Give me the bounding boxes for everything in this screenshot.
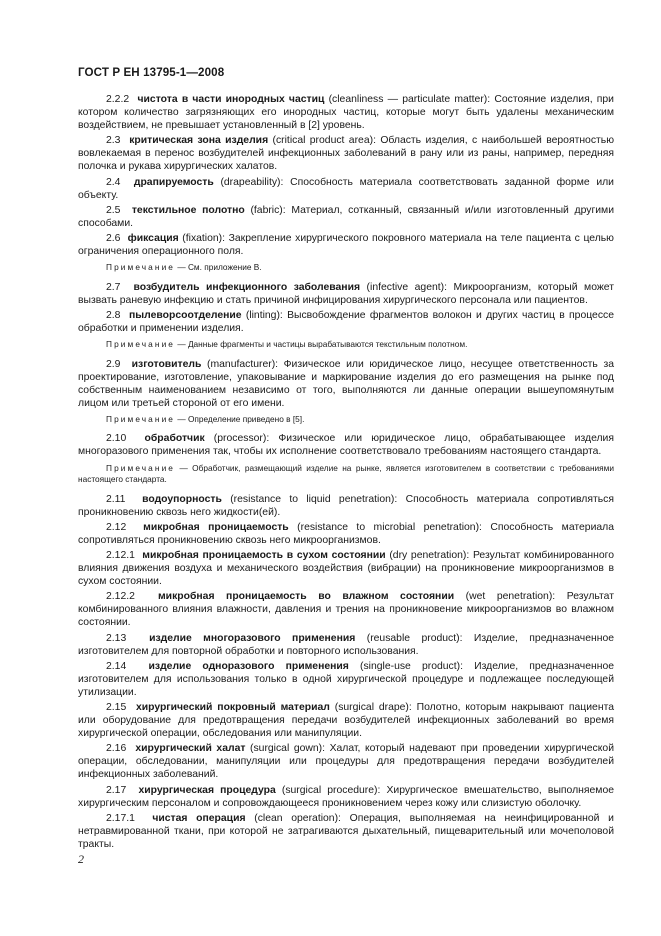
definition-paragraph <box>78 493 614 519</box>
defined-term: драпируемость <box>133 176 214 188</box>
note-label: Примечание <box>106 339 176 349</box>
definition-text: (resistance to liquid penetration): Способность материала сопротивляться проникновению сквозь него жидкости(ей). <box>78 493 614 518</box>
defined-term: чистота в части инородных частиц <box>137 94 325 105</box>
definition-paragraph <box>78 176 614 202</box>
note-text: — Обработчик, размещающий изделие на рынке, является изготовителем в соответствии с требованиями настоящего стандарта. <box>78 462 614 485</box>
note-label: Примечание <box>106 262 176 273</box>
defined-term: критическая зона изделия <box>129 135 269 147</box>
clause-number: 2.7 <box>106 281 121 293</box>
clause-number: 2.12.2 <box>106 591 135 603</box>
defined-term: микробная проницаемость <box>143 521 289 533</box>
definition-text: (surgical procedure): Хирургическое вмешательство, выполняемое хирургическим персоналом и сопровождающееся проникновением через кожу или слизистую оболочку. <box>78 784 614 809</box>
definition-paragraph <box>78 432 614 458</box>
definition-paragraph <box>78 701 614 740</box>
definition-paragraph <box>78 660 614 699</box>
clause-number: 2.15 <box>106 701 127 713</box>
clause-number: 2.13 <box>106 632 127 644</box>
clause-number: 2.10 <box>106 433 127 445</box>
defined-term: микробная проницаемость в сухом состоянии <box>142 549 386 561</box>
defined-term: хирургический покровный материал <box>135 701 330 713</box>
definition-paragraph <box>78 232 614 258</box>
note-paragraph <box>78 262 614 274</box>
definition-paragraph <box>78 632 614 658</box>
note-label: Примечание <box>106 413 176 424</box>
defined-term: водоупорность <box>142 493 222 505</box>
definition-text: (single-use product): Изделие, предназначенное изготовителем для использования только в одной хирургической процедуре и подлежащее последующей утилизации. <box>78 660 615 698</box>
defined-term: фиксация <box>127 232 179 244</box>
defined-term: хирургическая процедура <box>138 784 276 796</box>
definition-text: (processor): Физическое или юридическое лицо, обрабатывающее изделия многоразового применения так, чтобы их исполнение соответствовало требованиям настоящего стандарта. <box>78 433 614 458</box>
document-header: ГОСТ Р ЕН 13795-1—2008 <box>78 66 225 79</box>
definition-text: (wet penetration): Результат комбинированного влияния влажности, давления и трения на проникновение микроорганизмов во влажном состоянии. <box>78 591 614 629</box>
definition-text: (cleanliness — particulate matter): Состояние изделия, при котором количество загрязняющих его инородных частиц, которые могут быть удалены механическим воздействием, не превышает установленный в [2] уровень. <box>78 94 614 132</box>
definition-paragraph <box>78 549 614 588</box>
defined-term: изделие многоразового применения <box>149 632 356 644</box>
note-paragraph <box>78 339 614 351</box>
definition-paragraph <box>78 590 614 629</box>
definition-paragraph <box>78 204 614 230</box>
definition-text: (resistance to microbial penetration): Способность материала сопротивляться проникновению сквозь него микроорганизмов. <box>78 521 614 546</box>
note-label: Примечание <box>106 462 176 473</box>
definition-paragraph <box>78 93 614 132</box>
note-text: — Данные фрагменты и частицы вырабатываются текстильным полотном. <box>175 339 468 349</box>
definition-text: (surgical drape): Полотно, которым накрывают пациента или оборудование для предотвращения передачи возбудителей инфекционных заболеваний во время хирургической операции, обследования или манипуляции. <box>78 701 614 740</box>
definition-text: (critical product area): Область изделия, с наибольшей вероятностью вовлекаемая в перенос возбудителей инфекционных заболеваний в рану или из раны, например, передняя полочка и рукава хирургических халатов. <box>78 135 615 173</box>
clause-number: 2.14 <box>106 660 127 672</box>
definition-text: (infective agent): Микроорганизм, который может вызвать раневую инфекцию и стать причиной инфицирования хирургического персонала или пациентов. <box>78 281 615 306</box>
definition-paragraph <box>78 521 614 547</box>
definition-paragraph <box>78 812 614 851</box>
clause-number: 2.17 <box>106 784 127 796</box>
definition-text: (manufacturer): Физическое или юридическое лицо, несущее ответственность за проектирование, изготовление, упаковывание и маркирование изделия до его размещения на рынке под собственным наименованием независимо от того, выполняются ли данные операции вышеупомянутым лицом или третьей стороной от его имени. <box>78 358 614 409</box>
definition-paragraph <box>78 742 614 781</box>
definition-text: (drapeability): Способность материала соответствовать заданной форме или объекту. <box>78 176 614 201</box>
clause-number: 2.12.1 <box>106 549 135 561</box>
clause-number: 2.9 <box>106 358 121 370</box>
definition-text: (fabric): Материал, сотканный, связанный и/или изготовленный другими способами. <box>78 204 614 229</box>
definition-text: (linting): Высвобождение фрагментов волокон и других частиц в процессе обработки и применении изделия. <box>78 309 615 334</box>
note-text: — Определение приведено в [5]. <box>175 413 305 424</box>
clause-number: 2.5 <box>106 204 121 216</box>
defined-term: текстильное полотно <box>131 204 245 216</box>
clause-number: 2.6 <box>106 232 121 244</box>
definition-text: (clean operation): Операция, выполняемая на неинфицированной и нетравмированной ткани, при которой не затрагиваются дыхательный, пищеварительный или мочеполовой тракты. <box>78 812 614 850</box>
definition-paragraph <box>78 134 614 173</box>
defined-term: чистая операция <box>152 812 246 824</box>
definition-paragraph <box>78 358 614 410</box>
defined-term: пылеворсоотделение <box>129 309 242 321</box>
defined-term: хирургический халат <box>135 743 246 755</box>
definition-paragraph <box>78 309 614 335</box>
page-number: 2 <box>78 852 84 866</box>
definition-text: (reusable product): Изделие, предназначенное изготовителем для повторной обработки и повторного использования. <box>78 632 615 657</box>
note-paragraph <box>78 463 614 486</box>
definition-text: (fixation): Закрепление хирургического покровного материала на теле пациента с целью ограничения операционного поля. <box>78 232 614 258</box>
clause-number: 2.11 <box>106 493 126 505</box>
defined-term: микробная проницаемость во влажном состоянии <box>158 591 455 603</box>
definition-text: (dry penetration): Результат комбинированного влияния движения воздуха и механического воздействия (вибрации) на проникновение микроорганизмов в сухом состоянии. <box>78 549 614 588</box>
defined-term: изготовитель <box>131 358 202 370</box>
clause-number: 2.2.2 <box>106 94 130 105</box>
note-paragraph <box>78 414 614 426</box>
clause-number: 2.12 <box>106 521 127 533</box>
definition-paragraph <box>78 784 614 810</box>
clause-number: 2.17.1 <box>106 812 135 824</box>
clause-number: 2.4 <box>106 176 121 188</box>
document-body <box>78 93 614 853</box>
defined-term: возбудитель инфекционного заболевания <box>133 281 361 293</box>
clause-number: 2.16 <box>106 743 127 755</box>
clause-number: 2.8 <box>106 309 121 321</box>
defined-term: обработчик <box>144 433 205 445</box>
definition-paragraph <box>78 281 614 307</box>
definition-text: (surgical gown): Халат, который надевают при проведении хирургической операции, обследовании, манипуляции или процедуры для предотвращения передачи возбудителей инфекционных заболеваний. <box>78 743 614 781</box>
note-text: — См. приложение В. <box>175 262 262 273</box>
defined-term: изделие одноразового применения <box>148 660 349 672</box>
clause-number: 2.3 <box>106 135 121 147</box>
